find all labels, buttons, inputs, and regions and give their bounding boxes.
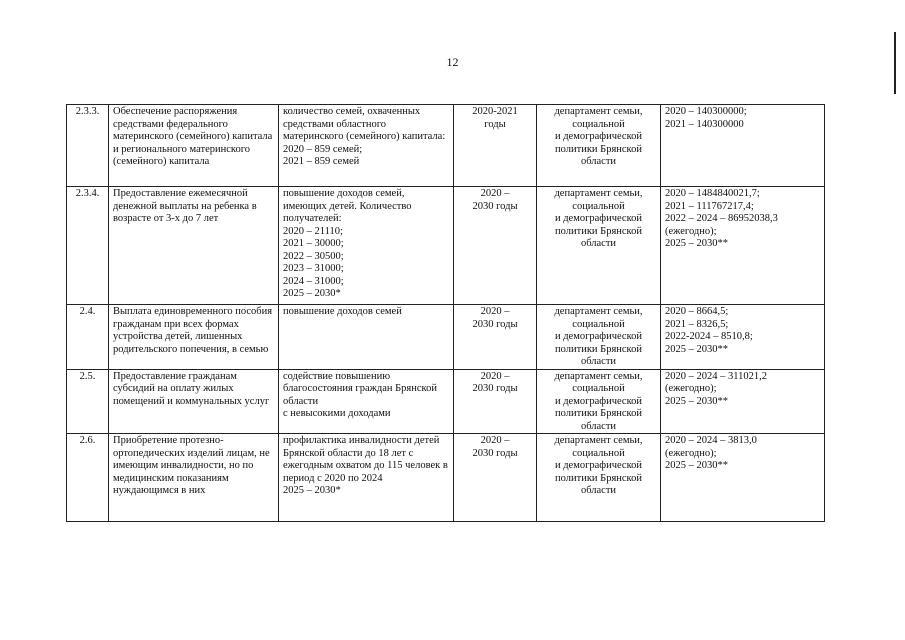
- executor: департамент семьи, социальной и демографической политики Брянской области: [537, 105, 661, 187]
- event-name: Приобретение протезно-ортопедических изделий лицам, не имеющим инвалидности, но по медицинским показаниям нуждающимся в них: [109, 434, 279, 522]
- indicator: повышение доходов семей: [279, 305, 454, 370]
- event-name: Выплата единовременного пособия гражданам при всех формах устройства детей, лишенных родительского попечения, в семью: [109, 305, 279, 370]
- funding: 2020 – 140300000; 2021 – 140300000: [661, 105, 825, 187]
- table-row: [67, 434, 825, 522]
- row-number: 2.5.: [67, 369, 109, 434]
- row-number: 2.6.: [67, 434, 109, 522]
- executor: департамент семьи, социальной и демографической политики Брянской области: [537, 369, 661, 434]
- term: 2020 – 2030 годы: [454, 305, 537, 370]
- term: 2020 – 2030 годы: [454, 187, 537, 305]
- funding: 2020 – 1484840021,7; 2021 – 111767217,4; 2022 – 2024 – 86952038,3 (ежегодно); 2025 – 2030**: [661, 187, 825, 305]
- executor: департамент семьи, социальной и демографической политики Брянской области: [537, 305, 661, 370]
- term: 2020 – 2030 годы: [454, 434, 537, 522]
- executor: департамент семьи, социальной и демографической политики Брянской области: [537, 434, 661, 522]
- term: 2020-2021 годы: [454, 105, 537, 187]
- table-row: [67, 105, 825, 187]
- table-row: [67, 305, 825, 370]
- funding: 2020 – 2024 – 3813,0 (ежегодно); 2025 – 2030**: [661, 434, 825, 522]
- funding: 2020 – 8664,5; 2021 – 8326,5; 2022-2024 – 8510,8; 2025 – 2030**: [661, 305, 825, 370]
- event-name: Предоставление гражданам субсидий на оплату жилых помещений и коммунальных услуг: [109, 369, 279, 434]
- event-name: Обеспечение распоряжения средствами федерального материнского (семейного) капитала и регионального материнского (семейного) капитала: [109, 105, 279, 187]
- indicator: содействие повышению благосостояния граждан Брянской области с невысокими доходами: [279, 369, 454, 434]
- indicator: повышение доходов семей, имеющих детей. Количество получателей: 2020 – 21110; 2021 – 30000; 2022 – 30500; 2023 – 31000; 2024 – 31000; 2025 – 2030*: [279, 187, 454, 305]
- funding: 2020 – 2024 – 311021,2 (ежегодно); 2025 – 2030**: [661, 369, 825, 434]
- page-number: 12: [446, 55, 459, 69]
- event-name: Предоставление ежемесячной денежной выплаты на ребенка в возрасте от 3-х до 7 лет: [109, 187, 279, 305]
- executor: департамент семьи, социальной и демографической политики Брянской области: [537, 187, 661, 305]
- table-row: [67, 187, 825, 305]
- indicator: количество семей, охваченных средствами областного материнского (семейного) капитала: 2020 – 859 семей; 2021 – 859 семей: [279, 105, 454, 187]
- row-number: 2.3.3.: [67, 105, 109, 187]
- term: 2020 – 2030 годы: [454, 369, 537, 434]
- row-number: 2.3.4.: [67, 187, 109, 305]
- row-number: 2.4.: [67, 305, 109, 370]
- scan-edge-mark: [894, 32, 896, 94]
- indicator: профилактика инвалидности детей Брянской области до 18 лет с ежегодным охватом до 115 человек в период с 2020 по 2024 2025 – 2030*: [279, 434, 454, 522]
- table-row: [67, 369, 825, 434]
- program-table: [66, 104, 825, 522]
